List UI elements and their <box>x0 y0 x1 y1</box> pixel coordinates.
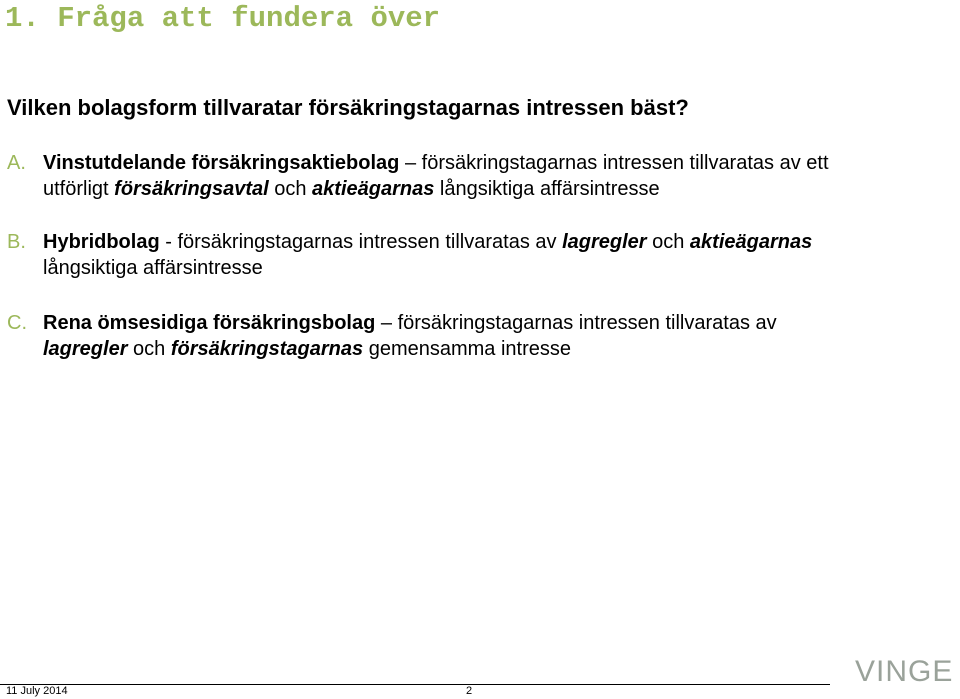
option-b-text: och <box>646 231 690 253</box>
option-a-text: utförligt <box>43 178 115 200</box>
option-c-text: gemensamma intresse <box>363 338 572 360</box>
option-a-emphasis: aktieägarnas <box>312 178 435 200</box>
option-b-text: - försäkringstagarnas intressen tillvaratas av <box>159 231 563 253</box>
option-c-text: försäkringstagarnas intressen tillvaratas av <box>397 312 777 334</box>
option-c-dash: – <box>375 312 398 334</box>
option-a-name: Vinstutdelande försäkringsaktiebolag <box>43 152 400 174</box>
option-b-text: långsiktiga affärsintresse <box>43 257 263 279</box>
slide-title: 1. Fråga att fundera över <box>5 2 441 35</box>
option-a-text: långsiktiga affärsintresse <box>434 178 660 200</box>
option-b-emphasis: aktieägarnas <box>689 231 813 253</box>
vinge-logo: VINGE <box>855 655 954 688</box>
option-a-emphasis: försäkringsavtal <box>114 178 269 200</box>
option-c-emphasis: försäkringstagarnas <box>170 338 364 360</box>
option-b-emphasis: lagregler <box>562 231 647 253</box>
option-a <box>7 150 952 202</box>
option-c-text: och <box>127 338 171 360</box>
footer-date: 11 July 2014 <box>6 685 68 697</box>
option-c-emphasis: lagregler <box>43 338 128 360</box>
option-a-text: och <box>268 178 313 200</box>
question-heading: Vilken bolagsform tillvaratar försäkringstagarnas intressen bäst? <box>7 95 689 120</box>
option-b-name: Hybridbolag <box>43 231 160 253</box>
option-b <box>7 229 952 281</box>
option-c <box>7 310 952 362</box>
option-c-letter: C. <box>7 312 27 334</box>
page-number: 2 <box>466 685 473 697</box>
option-a-letter: A. <box>7 152 26 174</box>
option-a-dash: – <box>399 152 422 174</box>
option-a-text: försäkringstagarnas intressen tillvaratas av ett <box>421 152 829 174</box>
footer-divider <box>0 684 830 685</box>
option-b-letter: B. <box>7 231 26 253</box>
option-c-name: Rena ömsesidiga försäkringsbolag <box>43 312 376 334</box>
